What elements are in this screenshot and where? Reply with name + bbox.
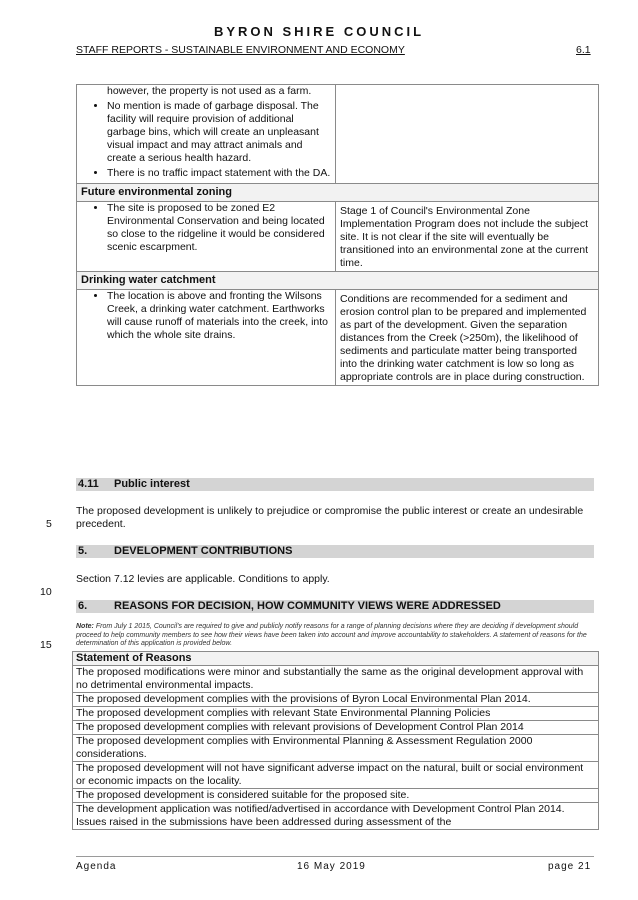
table-row bbox=[77, 85, 599, 184]
note-text: From July 1 2015, Council's are required to give and publicly notify reasons for a range of planning decisions where they are deciding if development should proceed to help community members to see how their views have been taken into account and improve accountability to stakeholders. A statement of reasons for the determination of this application is provided below. bbox=[76, 623, 587, 648]
note-label: Note: bbox=[76, 623, 94, 630]
submissions-table bbox=[76, 84, 599, 386]
table-row bbox=[73, 721, 599, 735]
water-heading: Drinking water catchment bbox=[77, 272, 599, 290]
line-number: 5 bbox=[46, 518, 52, 530]
footer-date: 16 May 2019 bbox=[297, 861, 366, 872]
footer-page-number: page 21 bbox=[548, 861, 592, 872]
contributions-text: Section 7.12 levies are applicable. Conditions to apply. bbox=[76, 573, 330, 585]
reason-cell: The proposed development will not have significant adverse impact on the natural, built or social environment or economic impacts on the locality. bbox=[73, 762, 599, 789]
reason-cell: The proposed development complies with relevant provisions of Development Control Plan 2014 bbox=[73, 721, 599, 735]
report-title: STAFF REPORTS - SUSTAINABLE ENVIRONMENT AND ECONOMY bbox=[76, 44, 405, 56]
contributions-heading bbox=[76, 545, 594, 558]
public-interest-text: The proposed development is unlikely to prejudice or compromise the public interest or create an undesirable precedent. bbox=[76, 505, 584, 530]
reasons-table-heading: Statement of Reasons bbox=[73, 652, 599, 666]
zoning-response: Stage 1 of Council's Environmental Zone Implementation Program does not include the subject site. It is not clear if the site will eventually be transitioned into an environmental zone at the current time. bbox=[336, 202, 599, 272]
reason-cell: The proposed development is considered suitable for the proposed site. bbox=[73, 789, 599, 803]
section-heading-title: Public interest bbox=[114, 478, 190, 490]
zoning-issue: • The site is proposed to be zoned E2 Environmental Conservation and being located so close to the ridgeline it would be considered scenic escarpment. bbox=[107, 202, 331, 254]
statement-of-reasons-table bbox=[72, 651, 599, 830]
table-row bbox=[77, 184, 599, 202]
table-row bbox=[77, 272, 599, 290]
table-row bbox=[73, 666, 599, 693]
water-response: Conditions are recommended for a sediment and erosion control plan to be prepared and implemented as part of the development. Given the separation distances from the Creek (>250m), the likelihood of sediments and particulate matter being transported into the drinking water catchment is low so long as appropriate controls are in place during construction. bbox=[336, 290, 599, 386]
table-row bbox=[73, 693, 599, 707]
line-number: 10 bbox=[40, 586, 52, 598]
table-row bbox=[77, 202, 599, 272]
table-row bbox=[73, 652, 599, 666]
section-heading-number: 4.11 bbox=[78, 478, 99, 490]
section-heading-title: DEVELOPMENT CONTRIBUTIONS bbox=[114, 545, 293, 557]
reason-cell: The proposed development complies with relevant State Environmental Planning Policies bbox=[73, 707, 599, 721]
reasons-note bbox=[76, 623, 598, 649]
table-row bbox=[73, 803, 599, 830]
table-row bbox=[73, 707, 599, 721]
table-row bbox=[73, 735, 599, 762]
reason-cell: The proposed development complies with Environmental Planning & Assessment Regulation 2000 considerations. bbox=[73, 735, 599, 762]
reason-cell: The proposed development complies with the provisions of Byron Local Environmental Plan 2014. bbox=[73, 693, 599, 707]
list-item: • No mention is made of garbage disposal. The facility will require provision of additional garbage bins, which will create an unpleasant visual impact and may attract animals and create a serious health hazard. bbox=[107, 100, 331, 165]
footer-agenda: Agenda bbox=[76, 861, 117, 872]
reason-cell: The proposed modifications were minor and substantially the same as the original development approval with no detrimental environmental impacts. bbox=[73, 666, 599, 693]
water-issue: • The location is above and fronting the Wilsons Creek, a drinking water catchment. Earthworks will cause runoff of materials into the creek, into which the whole site drains. bbox=[107, 290, 331, 342]
public-interest-heading bbox=[76, 478, 594, 491]
list-item: • There is no traffic impact statement with the DA. bbox=[107, 167, 331, 180]
table-row bbox=[73, 789, 599, 803]
section-heading-number: 5. bbox=[78, 545, 88, 557]
table-row bbox=[73, 762, 599, 789]
section-heading-number: 6. bbox=[78, 600, 88, 612]
section-heading-title: REASONS FOR DECISION, HOW COMMUNITY VIEWS WERE ADDRESSED bbox=[114, 600, 501, 612]
line-number: 15 bbox=[40, 639, 52, 651]
table-row bbox=[77, 290, 599, 386]
list-item: however, the property is not used as a farm. bbox=[107, 85, 312, 97]
reasons-heading bbox=[76, 600, 594, 613]
footer-divider bbox=[76, 856, 594, 857]
section-number: 6.1 bbox=[576, 44, 591, 56]
reason-cell: The development application was notified/advertised in accordance with Development Control Plan 2014. Issues raised in the submissions have been addressed during assessment of the bbox=[73, 803, 599, 830]
zoning-heading: Future environmental zoning bbox=[77, 184, 599, 202]
council-name: BYRON SHIRE COUNCIL bbox=[213, 24, 425, 39]
